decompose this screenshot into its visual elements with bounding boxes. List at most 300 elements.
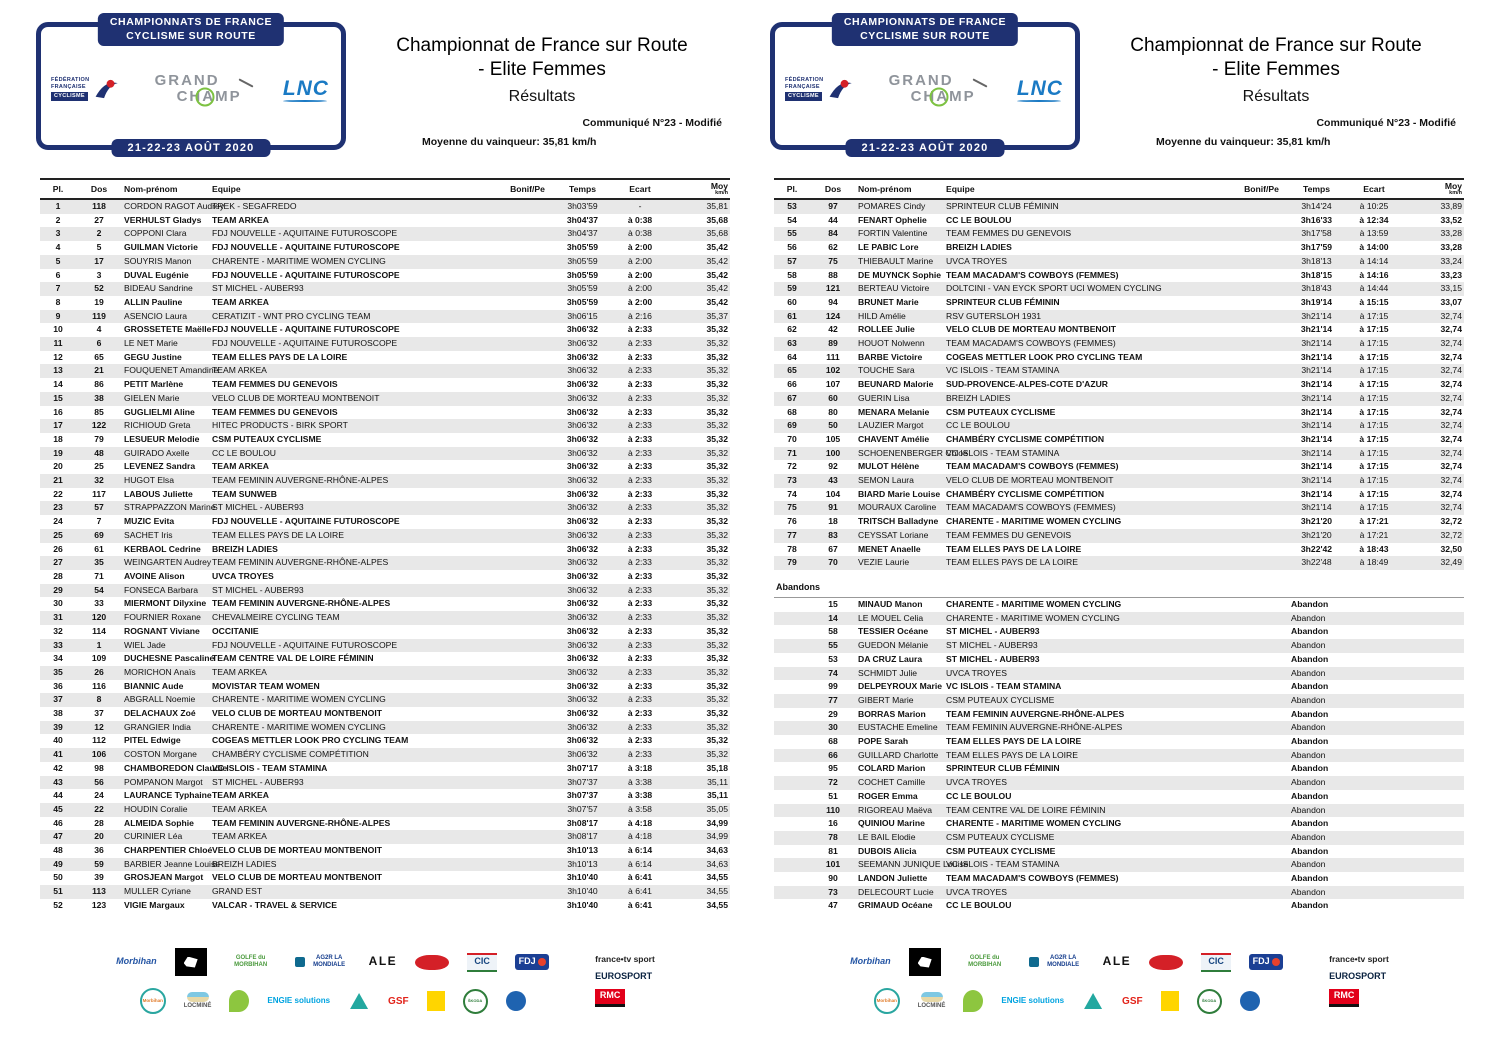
cell-bonif <box>1234 804 1289 818</box>
cell-avg <box>1404 749 1464 763</box>
title-line1: Championnat de France sur Route <box>1130 35 1422 56</box>
cell-name: EUSTACHE Emeline <box>858 722 938 733</box>
cell-dos: 83 <box>828 529 838 540</box>
cell-time: 3h21'14 <box>1301 365 1332 376</box>
cell-name: DELACHAUX Zoé <box>124 708 196 719</box>
result-row <box>40 899 730 913</box>
col-header-gap: Ecart <box>1344 179 1404 199</box>
cell-gap: à 0:38 <box>628 228 652 239</box>
lnc-logo <box>283 77 329 102</box>
cell-time: 3h03'59 <box>567 201 598 211</box>
sponsor-logo-yellow-box <box>427 991 445 1011</box>
cell-dos: 32 <box>94 475 104 486</box>
abandon-row <box>774 899 1464 913</box>
cell-avg: 33,89 <box>1440 201 1462 211</box>
result-row <box>774 460 1464 474</box>
cell-dos: 124 <box>825 310 841 321</box>
cell-gap: à 17:15 <box>1359 420 1389 431</box>
cell-dos: 116 <box>92 680 106 691</box>
cell-team: VELO CLUB DE MORTEAU MONTBENOIT <box>946 324 1116 335</box>
cell-dos: 122 <box>91 420 107 431</box>
cell-time: 3h21'14 <box>1300 406 1333 417</box>
cell-avg: 35,42 <box>706 296 728 307</box>
cell-name: GUIRADO Axelle <box>124 447 190 458</box>
cell-bonif <box>1234 392 1289 406</box>
cell-bonif <box>500 199 555 214</box>
cell-status: Abandon <box>1291 653 1329 664</box>
abandon-row <box>774 612 1464 626</box>
cell-avg: 35,42 <box>706 269 728 280</box>
cell-avg: 35,32 <box>706 584 728 595</box>
cell-dos: 35 <box>94 557 104 568</box>
cell-avg: 35,32 <box>706 351 728 362</box>
cell-pl: 39 <box>53 721 63 732</box>
cell-team: TEAM FEMININ AUVERGNE-RHÔNE-ALPES <box>212 598 391 609</box>
cell-dos: 48 <box>94 447 104 458</box>
cell-pl: 3 <box>55 228 61 239</box>
cell-bonif <box>1234 721 1289 735</box>
cell-team: TEAM MACADAM'S COWBOYS (FEMMES) <box>946 502 1116 513</box>
cell-dos: 55 <box>828 640 838 651</box>
cell-avg: 35,32 <box>706 612 728 623</box>
cell-team: VC ISLOIS - TEAM STAMINA <box>946 681 1062 692</box>
cell-team: FDJ NOUVELLE - AQUITAINE FUTUROSCOPE <box>212 338 398 349</box>
cell-time: 3h05'59 <box>567 255 598 266</box>
sponsor-row-2 <box>116 988 549 1014</box>
cell-team: FDJ NOUVELLE - AQUITAINE FUTUROSCOPE <box>212 228 398 239</box>
event-banner-line2: CYCLISME SUR ROUTE <box>126 29 256 42</box>
cell-name: POPE Sarah <box>858 736 909 747</box>
cell-time: 3h21'14 <box>1301 447 1332 458</box>
cell-time: 3h07'57 <box>567 803 598 814</box>
cell-bonif <box>1234 433 1289 447</box>
cell-team: CC LE BOULOU <box>946 900 1012 911</box>
sponsor-logo-yellow-box <box>1161 991 1179 1011</box>
result-row <box>40 858 730 872</box>
sponsor-logo-eurosport: EUROSPORT <box>595 970 653 981</box>
result-row <box>40 269 730 283</box>
cell-avg: 35,37 <box>706 310 728 321</box>
cell-pl: 27 <box>53 557 63 568</box>
cell-team: ST MICHEL - AUBER93 <box>212 283 304 294</box>
cell-avg <box>1404 680 1464 694</box>
cell-name: SACHET Iris <box>124 529 173 540</box>
cell-bonif <box>500 282 555 296</box>
cell-name: MUZIC Evita <box>124 516 175 527</box>
cell-team: SPRINTEUR CLUB FÉMININ <box>946 763 1060 774</box>
cell-avg: 35,32 <box>706 420 728 431</box>
abandon-row <box>774 597 1464 611</box>
cell-dos: 16 <box>828 818 838 829</box>
subtitle: Résultats <box>1242 87 1310 105</box>
cell-avg: 35,32 <box>706 324 728 335</box>
cell-gap: à 2:33 <box>628 584 652 595</box>
cell-pl: 22 <box>53 488 63 499</box>
cell-pl: 62 <box>787 324 797 335</box>
cell-name: AVOINE Alison <box>124 570 185 581</box>
cell-bonif <box>1234 406 1289 420</box>
cell-gap: à 6:41 <box>628 886 652 897</box>
cell-dos: 12 <box>94 721 104 732</box>
cell-dos: 106 <box>91 749 107 760</box>
cell-bonif <box>1234 447 1289 461</box>
cell-pl: 37 <box>53 694 63 705</box>
cell-pl: 66 <box>787 379 797 390</box>
sponsor-logo-red-oval <box>415 955 449 970</box>
col-header-avg <box>670 179 730 199</box>
cell-avg: 33,28 <box>1440 228 1462 239</box>
event-banner-line1: CHAMPIONNATS DE FRANCE <box>843 16 1007 28</box>
media-partner-stack <box>595 955 655 1006</box>
cell-bonif <box>500 255 555 269</box>
cell-name: PITEL Edwige <box>124 735 181 746</box>
result-row <box>774 227 1464 241</box>
cell-avg: 35,32 <box>706 666 728 677</box>
cell-bonif <box>1234 351 1289 365</box>
cell-gap: à 2:33 <box>627 543 653 554</box>
cell-name: FONSECA Barbara <box>124 584 199 595</box>
cell-bonif <box>500 899 555 913</box>
cell-bonif <box>1234 886 1289 900</box>
cell-team: VELO CLUB DE MORTEAU MONTBENOIT <box>212 708 382 719</box>
cell-gap: à 17:15 <box>1359 447 1389 458</box>
result-row <box>40 721 730 735</box>
cell-dos: 111 <box>826 351 840 362</box>
cell-bonif <box>500 707 555 721</box>
ffc-line2: FRANÇAISE <box>51 84 86 91</box>
col-header-gap: Ecart <box>610 179 670 199</box>
cell-team: TEAM ARKEA <box>212 666 267 677</box>
cell-name: TESSIER Océane <box>858 626 929 637</box>
cell-dos: 86 <box>94 379 104 390</box>
cell-gap: à 2:33 <box>628 365 652 376</box>
cell-pl: 57 <box>787 255 797 266</box>
cell-name: STRAPPAZZON Marine <box>124 502 216 513</box>
cell-bonif <box>1234 899 1289 913</box>
cell-name: GRANGIER India <box>124 721 191 732</box>
cell-time: 3h08'17 <box>566 817 599 828</box>
cell-dos: 4 <box>96 324 102 335</box>
cell-avg: 32,74 <box>1440 475 1462 486</box>
cell-dos: 80 <box>828 406 838 417</box>
cell-avg: 35,32 <box>706 406 728 417</box>
cell-name: ASENCIO Laura <box>124 310 188 321</box>
cell-time: 3h10'40 <box>566 899 599 910</box>
cell-dos: 114 <box>92 625 106 636</box>
grand-champ-line2 <box>911 89 976 105</box>
cell-team: MOVISTAR TEAM WOMEN <box>212 680 320 691</box>
cell-pl: 40 <box>53 735 63 746</box>
cell-gap: à 2:33 <box>628 612 652 623</box>
cell-bonif <box>500 625 555 639</box>
cell-pl <box>774 845 810 859</box>
cell-bonif <box>500 830 555 844</box>
abandons-table <box>774 597 1464 913</box>
cell-dos: 69 <box>94 529 104 540</box>
cell-name: ROGER Emma <box>858 790 918 801</box>
abandon-row <box>774 762 1464 776</box>
sponsor-logo-green-bubble <box>963 990 983 1012</box>
cell-pl: 63 <box>787 338 797 349</box>
cell-name: CEYSSAT Loriane <box>858 529 929 540</box>
col-header-avg <box>1404 179 1464 199</box>
result-row <box>40 844 730 858</box>
cell-pl: 31 <box>53 612 63 623</box>
cell-time: 3h06'32 <box>567 666 598 677</box>
cell-status: Abandon <box>1291 845 1329 856</box>
abandon-row <box>774 680 1464 694</box>
result-row <box>774 488 1464 502</box>
cell-pl: 43 <box>53 776 63 787</box>
cell-bonif <box>500 501 555 515</box>
cell-gap: à 6:14 <box>628 858 652 869</box>
cell-dos: 95 <box>828 763 838 774</box>
cell-avg: 35,11 <box>706 790 728 801</box>
cell-team: FDJ NOUVELLE - AQUITAINE FUTUROSCOPE <box>212 324 400 335</box>
cell-time: 3h21'14 <box>1301 502 1332 513</box>
cell-avg <box>1404 831 1464 845</box>
date-banner: 21-22-23 AOÛT 2020 <box>846 139 1005 157</box>
cell-bonif <box>500 214 555 228</box>
cell-avg: 35,32 <box>706 433 728 444</box>
cell-avg: 34,99 <box>706 817 728 828</box>
cell-team: TEAM ELLES PAYS DE LA LOIRE <box>946 736 1082 747</box>
cell-bonif <box>500 871 555 885</box>
cell-avg <box>1404 735 1464 749</box>
cell-name: VERHULST Gladys <box>124 214 202 225</box>
cell-bonif <box>1234 625 1289 639</box>
cell-bonif <box>500 296 555 310</box>
cell-dos: 92 <box>828 461 838 472</box>
cell-team: CSM PUTEAUX CYCLISME <box>946 831 1055 842</box>
cell-dos: 97 <box>828 201 838 211</box>
cell-gap: à 14:14 <box>1359 255 1389 266</box>
cell-pl: 28 <box>53 570 63 581</box>
cell-avg <box>1404 597 1464 611</box>
cell-time: 3h21'14 <box>1300 379 1333 390</box>
sponsor-logo-bretagne <box>175 948 207 976</box>
cell-name: LANDON Juliette <box>858 873 928 884</box>
cell-team: UVCA TROYES <box>946 777 1007 788</box>
grand-champ-logo <box>888 72 976 105</box>
cell-avg: 35,05 <box>706 803 728 814</box>
cell-name: DELPEYROUX Marie <box>858 681 943 692</box>
cell-dos: 44 <box>828 214 838 225</box>
cell-status: Abandon <box>1291 612 1326 623</box>
cell-name: LAURANCE Typhaine <box>124 790 212 801</box>
cell-status: Abandon <box>1291 777 1326 788</box>
cell-team: CSM PUTEAUX CYCLISME <box>946 845 1056 856</box>
cell-team: TEAM FEMININ AUVERGNE-RHÔNE-ALPES <box>946 708 1125 719</box>
cell-gap: à 3:38 <box>627 790 653 801</box>
result-row <box>40 323 730 337</box>
cell-team: TEAM ELLES PAYS DE LA LOIRE <box>212 351 348 362</box>
cell-dos: 119 <box>92 310 106 321</box>
result-row <box>40 789 730 803</box>
cell-team: TEAM SUNWEB <box>212 488 277 499</box>
cell-team: TEAM ARKEA <box>212 831 267 842</box>
cell-name: BARBIER Jeanne Louise <box>124 858 221 869</box>
cell-status: Abandon <box>1291 749 1326 760</box>
cell-bonif <box>1234 694 1289 708</box>
result-row <box>40 460 730 474</box>
cell-status: Abandon <box>1291 818 1329 829</box>
abandon-row <box>774 845 1464 859</box>
cell-name: BERTEAU Victoire <box>858 283 930 294</box>
cell-avg: 32,74 <box>1440 324 1462 335</box>
cell-pl <box>774 639 810 653</box>
cell-gap: à 17:15 <box>1359 406 1389 417</box>
cell-pl: 29 <box>53 584 63 595</box>
cell-dos: 57 <box>94 502 104 513</box>
cell-pl: 52 <box>53 899 63 910</box>
result-row <box>774 337 1464 351</box>
cell-team: CC LE BOULOU <box>946 214 1012 225</box>
cell-dos: 26 <box>94 666 104 677</box>
result-row <box>40 707 730 721</box>
cell-avg: 35,32 <box>706 570 728 581</box>
abandon-row <box>774 708 1464 722</box>
cell-avg <box>1404 817 1464 831</box>
cell-gap: à 2:00 <box>628 255 652 266</box>
cell-team: TEAM FEMMES DU GENEVOIS <box>946 529 1072 540</box>
cell-time: 3h17'59 <box>1300 242 1333 253</box>
cell-time: 3h06'32 <box>566 653 599 664</box>
cell-dos: 109 <box>91 653 107 664</box>
cell-name: GUILMAN Victorie <box>124 242 198 253</box>
col-header-time: Temps <box>555 179 610 199</box>
cell-pl <box>774 872 810 886</box>
cell-avg: 32,74 <box>1440 488 1462 499</box>
cell-dos: 21 <box>94 365 104 376</box>
cell-name: SEMON Laura <box>858 475 914 486</box>
cell-pl <box>774 735 810 749</box>
cell-team: CHARENTE - MARITIME WOMEN CYCLING <box>212 721 386 732</box>
cell-avg: 35,32 <box>706 639 728 650</box>
col-header-team: Equipe <box>210 179 500 199</box>
cell-team: CSM PUTEAUX CYCLISME <box>212 433 322 444</box>
cell-bonif <box>1234 269 1289 283</box>
date-banner: 21-22-23 AOÛT 2020 <box>112 139 271 157</box>
cell-name: VIGIE Margaux <box>124 899 185 910</box>
cell-avg: 35,81 <box>706 201 728 211</box>
cell-status: Abandon <box>1291 873 1329 884</box>
cell-pl: 47 <box>53 831 63 842</box>
cell-team: RSV GUTERSLOH 1931 <box>946 310 1042 321</box>
cell-gap: à 4:18 <box>628 831 652 842</box>
cell-team: TEAM ELLES PAYS DE LA LOIRE <box>946 749 1078 760</box>
cell-time: 3h06'32 <box>566 351 599 362</box>
cell-time: 3h06'32 <box>567 475 598 486</box>
cell-avg <box>1404 721 1464 735</box>
cell-gap: à 2:33 <box>627 680 653 691</box>
cell-team: VELO CLUB DE MORTEAU MONTBENOIT <box>212 392 380 403</box>
cell-dos: 99 <box>828 681 838 692</box>
cell-bonif <box>500 748 555 762</box>
cell-gap: à 2:33 <box>628 666 652 677</box>
cell-gap: à 17:21 <box>1359 516 1389 527</box>
cell-pl <box>774 776 810 790</box>
communique-label: Communiqué N°23 - Modifié <box>1316 116 1456 129</box>
cell-pl: 21 <box>53 475 63 486</box>
cell-avg: 35,32 <box>706 694 728 705</box>
cell-dos: 25 <box>94 461 104 472</box>
cell-team: CHAMBÉRY CYCLISME COMPÉTITION <box>946 433 1105 444</box>
cell-dos: 33 <box>94 598 104 609</box>
cell-dos: 98 <box>94 762 104 773</box>
cell-avg: 32,50 <box>1440 543 1462 554</box>
cell-gap: à 2:33 <box>627 598 653 609</box>
cell-time: 3h21'14 <box>1301 338 1332 349</box>
cell-pl: 23 <box>53 502 63 513</box>
cell-time: 3h06'32 <box>566 680 599 691</box>
grand-champ-text: CHAMP <box>910 88 976 105</box>
abandon-row <box>774 790 1464 804</box>
cell-name: HOUDIN Coralie <box>124 803 188 814</box>
sponsor-logo-francetv: france•tv sport <box>1329 954 1389 965</box>
cell-gap: à 0:38 <box>627 214 653 225</box>
cell-bonif <box>1234 735 1289 749</box>
cell-pl <box>774 762 810 776</box>
result-row <box>40 214 730 228</box>
cell-avg: 35,32 <box>706 379 728 390</box>
cell-name: MULOT Hélène <box>858 461 920 472</box>
cell-pl: 16 <box>53 406 63 417</box>
cell-avg: 33,24 <box>1440 255 1462 266</box>
cell-name: MIERMONT Dilyxine <box>124 598 207 609</box>
cell-name: THIEBAULT Marine <box>858 255 934 266</box>
cell-name: BORRAS Marion <box>858 708 926 719</box>
abandon-row <box>774 858 1464 872</box>
cell-team: TEAM FEMMES DU GENEVOIS <box>212 379 338 390</box>
cell-bonif <box>500 556 555 570</box>
cell-avg <box>1404 708 1464 722</box>
cell-name: GROSJEAN Margot <box>124 872 204 883</box>
cell-name: DUVAL Eugénie <box>124 269 189 280</box>
cell-avg: 32,74 <box>1440 379 1462 390</box>
ffc-bird-icon <box>825 76 855 102</box>
cell-name: TRITSCH Balladyne <box>858 516 939 527</box>
cell-dos: 7 <box>96 516 102 527</box>
cell-bonif <box>1234 515 1289 529</box>
cell-dos: 78 <box>828 831 838 842</box>
cell-avg: 32,72 <box>1440 529 1462 540</box>
cell-gap: à 17:15 <box>1359 379 1389 390</box>
cell-team: SUD-PROVENCE-ALPES-COTE D'AZUR <box>946 379 1108 390</box>
cell-dos: 107 <box>825 379 841 390</box>
page-title <box>348 34 736 82</box>
cell-dos: 94 <box>828 296 838 307</box>
cell-gap: à 17:21 <box>1359 529 1389 540</box>
cell-dos: 70 <box>828 557 838 568</box>
cell-dos: 72 <box>828 777 838 788</box>
result-row <box>40 817 730 831</box>
cell-time: 3h06'32 <box>566 625 599 636</box>
cell-time: 3h21'14 <box>1301 392 1332 403</box>
sponsor-logo-golfe-circle: Morbihan <box>874 988 900 1014</box>
cell-status: Abandon <box>1291 900 1329 911</box>
ffc-bird-icon <box>91 76 121 102</box>
winner-average-label: Moyenne du vainqueur: 35,81 km/h <box>1156 135 1331 148</box>
cell-pl: 75 <box>787 502 797 513</box>
cell-pl: 26 <box>53 543 63 554</box>
result-row <box>774 406 1464 420</box>
col-header-pl: Pl. <box>774 179 810 199</box>
cell-gap: à 2:33 <box>628 639 652 650</box>
cell-pl: 41 <box>53 749 63 760</box>
abandon-row <box>774 735 1464 749</box>
cell-dos: 1 <box>96 639 102 650</box>
